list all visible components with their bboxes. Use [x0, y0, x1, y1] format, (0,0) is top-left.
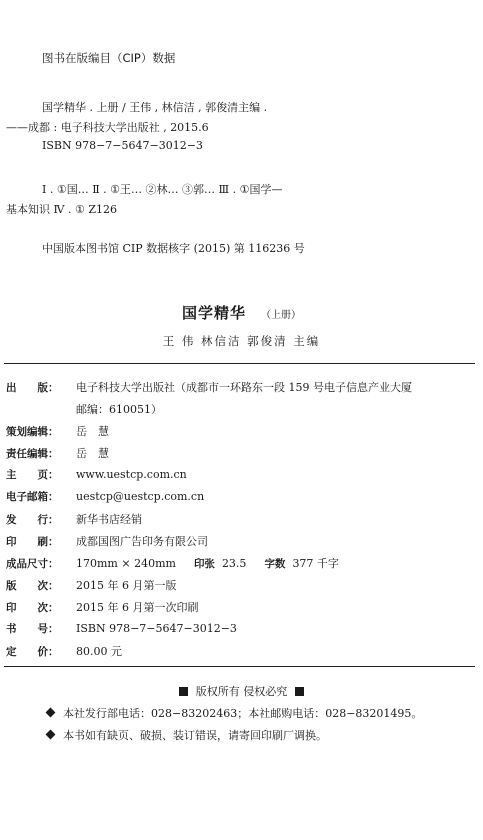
rights-line — [0, 683, 483, 699]
distribution-row — [6, 511, 142, 527]
note-phone — [47, 705, 422, 721]
printing-value: 成都国图广告印务有限公司 — [76, 535, 208, 548]
note-defects — [47, 727, 327, 743]
cip-line-title: 国学精华 . 上册 / 王伟 , 林信洁 , 郭俊清主编 . — [42, 101, 268, 114]
book-title: 国学精华 — [181, 304, 246, 322]
cip-line-isbn: ISBN 978−7−5647−3012−3 — [42, 139, 203, 152]
edition-label: 版 次： — [6, 580, 59, 592]
price-row — [6, 643, 122, 659]
size-value: 170mm × 240mm — [76, 557, 176, 570]
distribution-value: 新华书店经销 — [76, 513, 142, 526]
square-bullet-icon — [295, 687, 304, 696]
email-value: uestcp@uestcp.com.cn — [76, 490, 205, 503]
publisher-value: 电子科技大学出版社（成都市一环路东一段 159 号电子信息产业大厦 — [76, 381, 412, 394]
edition-row — [6, 577, 176, 593]
publisher-label: 出 版： — [6, 382, 59, 394]
bottom-divider — [4, 666, 475, 667]
cip-line-library-number: 中国版本图书馆 CIP 数据核字 (2015) 第 116236 号 — [42, 242, 305, 255]
book-title-block — [0, 302, 483, 323]
cip-heading: 图书在版编目（CIP）数据 — [42, 51, 176, 65]
words-value: 377 千字 — [292, 557, 339, 570]
isbn-value: ISBN 978−7−5647−3012−3 — [76, 622, 237, 635]
publisher-row — [6, 379, 412, 395]
email-label: 电子邮箱： — [6, 491, 59, 503]
homepage-value: www.uestcp.com.cn — [76, 468, 187, 481]
responsible-editor-value: 岳 慧 — [76, 447, 109, 460]
size-row — [6, 555, 339, 571]
cip-line-publisher: ——成都 : 电子科技大学出版社 , 2015.6 — [6, 121, 209, 134]
price-label: 定 价： — [6, 646, 59, 658]
square-bullet-icon — [179, 687, 188, 696]
isbn-label: 书 号： — [6, 623, 59, 635]
sheets-label: 印张 — [193, 558, 215, 570]
note-phone-text: 本社发行部电话：028−83202463；本社邮购电话：028−83201495。 — [63, 707, 423, 720]
book-volume: （上册） — [261, 310, 302, 321]
planning-editor-row — [6, 423, 109, 439]
printing-row — [6, 533, 208, 549]
email-row — [6, 489, 204, 504]
diamond-bullet-icon — [46, 730, 56, 740]
sheets-value: 23.5 — [221, 557, 247, 570]
printing-label: 印 刷： — [6, 536, 59, 548]
price-value: 80.00 元 — [76, 645, 122, 658]
impression-row — [6, 599, 198, 615]
top-divider — [4, 363, 475, 364]
impression-value: 2015 年 6 月第一次印刷 — [76, 601, 199, 614]
cip-line-classification-cont: 基本知识 Ⅳ . ① Z126 — [6, 203, 117, 216]
note-defects-text: 本书如有缺页、破损、装订错误，请寄回印刷厂调换。 — [63, 729, 327, 742]
size-label: 成品尺寸： — [6, 558, 59, 570]
homepage-row — [6, 467, 187, 482]
distribution-label: 发 行： — [6, 514, 59, 526]
book-authors: 王 伟 林信洁 郭俊清 主编 — [162, 334, 321, 348]
cip-line-classification: Ⅰ . ①国… Ⅱ . ①王… ②林… ③郭… Ⅲ . ①国学— — [42, 183, 283, 196]
responsible-editor-row — [6, 445, 109, 461]
planning-editor-label: 策划编辑： — [6, 426, 59, 438]
edition-value: 2015 年 6 月第一版 — [76, 579, 177, 592]
homepage-label: 主 页： — [6, 469, 59, 481]
impression-label: 印 次： — [6, 602, 59, 614]
isbn-row — [6, 621, 237, 636]
diamond-bullet-icon — [46, 708, 56, 718]
planning-editor-value: 岳 慧 — [76, 425, 109, 438]
rights-text: 版权所有 侵权必究 — [195, 685, 288, 698]
postcode: 邮编：610051） — [76, 403, 162, 416]
responsible-editor-label: 责任编辑： — [6, 448, 59, 460]
words-label: 字数 — [264, 558, 286, 570]
